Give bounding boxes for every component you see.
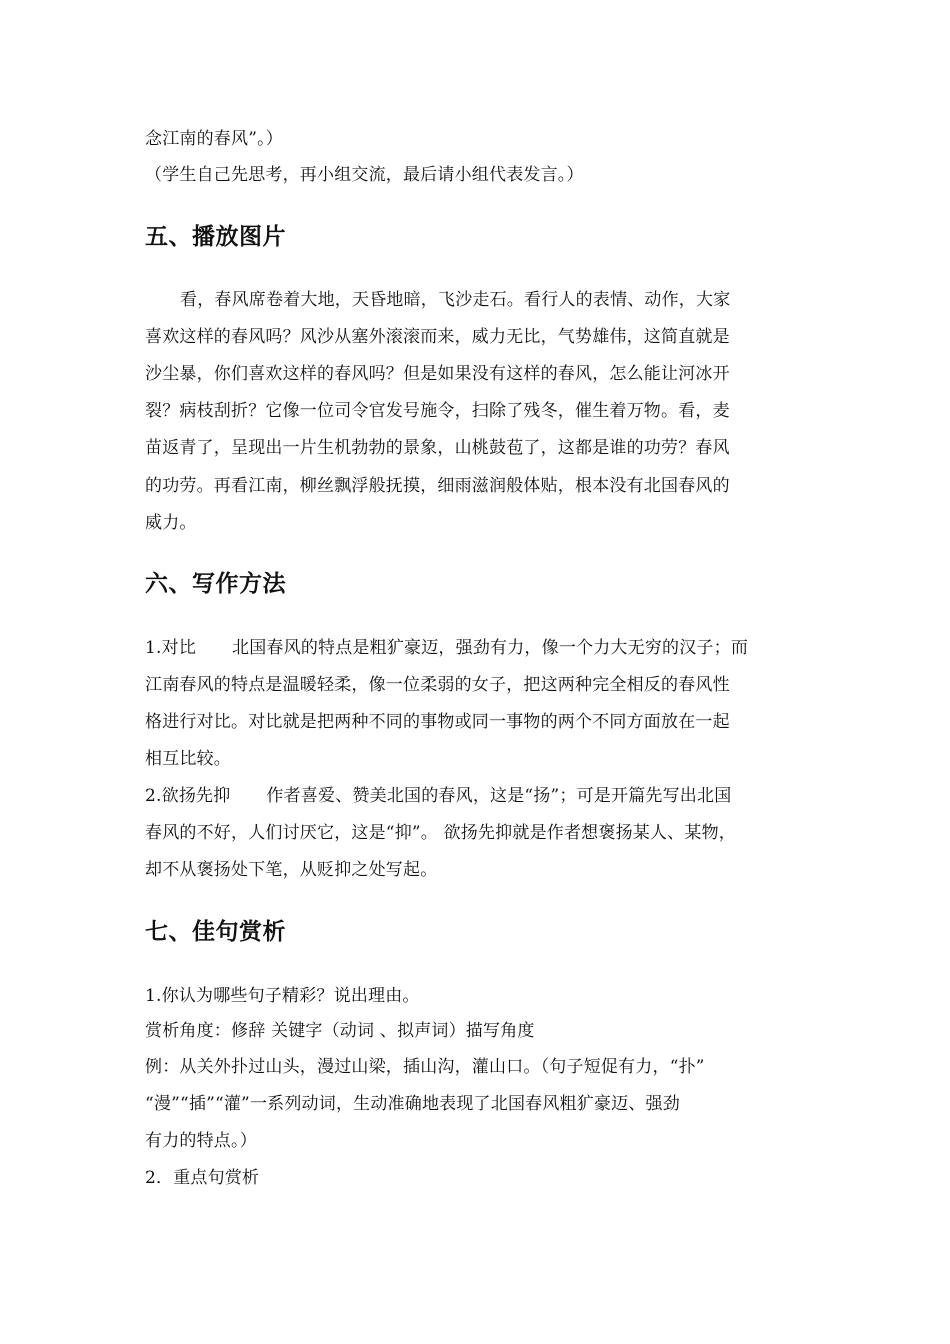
section-5-paragraph-line: 苗返青了，呈现出一片生机勃勃的景象，山桃鼓苞了，这都是谁的功劳？春风: [145, 438, 730, 458]
section-7-line: 有力的特点。）: [145, 1131, 257, 1151]
intro-line-1: 念江南的春风”。）: [145, 129, 283, 149]
section-6-item-1-first-line: [145, 636, 748, 660]
section-6-item-2-line: 春风的不好，人们讨厌它，这是“抑”。 欲扬先抑就是作者想褒扬某人、某物，: [145, 823, 736, 843]
section-7-line: 2．重点句赏析: [145, 1168, 260, 1188]
section-6-item-1-line: 格进行对比。对比就是把两种不同的事物或同一事物的两个不同方面放在一起: [145, 712, 730, 732]
section-5-paragraph-line: 的功劳。再看江南，柳丝飘浮般抚摸，细雨滋润般体贴，根本没有北国春风的: [145, 476, 730, 496]
section-6-heading: 六、写作方法: [145, 571, 286, 597]
intro-line-2: （学生自己先思考，再小组交流，最后请小组代表发言。）: [145, 165, 584, 185]
item-1-text: 北国春风的特点是粗犷豪迈，强劲有力，像一个力大无穷的汉子；而: [232, 638, 749, 658]
item-2-text: 作者喜爱、赞美北国的春风，这是“扬”；可是开篇先写出北国: [266, 786, 732, 806]
section-6-item-2-line: 却不从褒扬处下笔，从贬抑之处写起。: [145, 860, 438, 880]
section-7-line: 赏析角度：修辞 关键字（动词 、拟声词）描写角度: [145, 1021, 535, 1041]
section-5-paragraph-line: 裂？病枝刮折？它像一位司令官发号施令，扫除了残冬，催生着万物。看，麦: [145, 401, 730, 421]
section-5-paragraph-line: 威力。: [145, 513, 197, 533]
section-6-item-2-first-line: [145, 784, 731, 808]
section-5-paragraph-line: 沙尘暴，你们喜欢这样的春风吗？但是如果没有这样的春风，怎么能让河冰开: [145, 364, 730, 384]
section-5-heading: 五、播放图片: [145, 224, 286, 250]
section-6-item-1-line: 相互比较。: [145, 749, 231, 769]
section-5-paragraph-line: 喜欢这样的春风吗？风沙从塞外滚滚而来，威力无比，气势雄伟，这简直就是: [145, 327, 730, 347]
section-7-line: 例：从关外扑过山头，漫过山梁，插山沟，灌山口。（句子短促有力，“扑”: [145, 1057, 705, 1077]
section-7-line: 1.你认为哪些句子精彩？说出理由。: [145, 986, 420, 1006]
section-7-line: “漫”“插”“灌”一系列动词，生动准确地表现了北国春风粗犷豪迈、强劲: [145, 1094, 680, 1114]
item-2-label: 2.欲扬先抑: [145, 786, 231, 806]
section-5-paragraph-line: 看，春风席卷着大地，天昏地暗，飞沙走石。看行人的表情、动作，大家: [180, 290, 731, 310]
section-6-item-1-line: 江南春风的特点是温暖轻柔，像一位柔弱的女子，把这两种完全相反的春风性: [145, 675, 730, 695]
section-7-heading: 七、佳句赏析: [145, 919, 286, 945]
item-1-label: 1.对比: [145, 638, 197, 658]
